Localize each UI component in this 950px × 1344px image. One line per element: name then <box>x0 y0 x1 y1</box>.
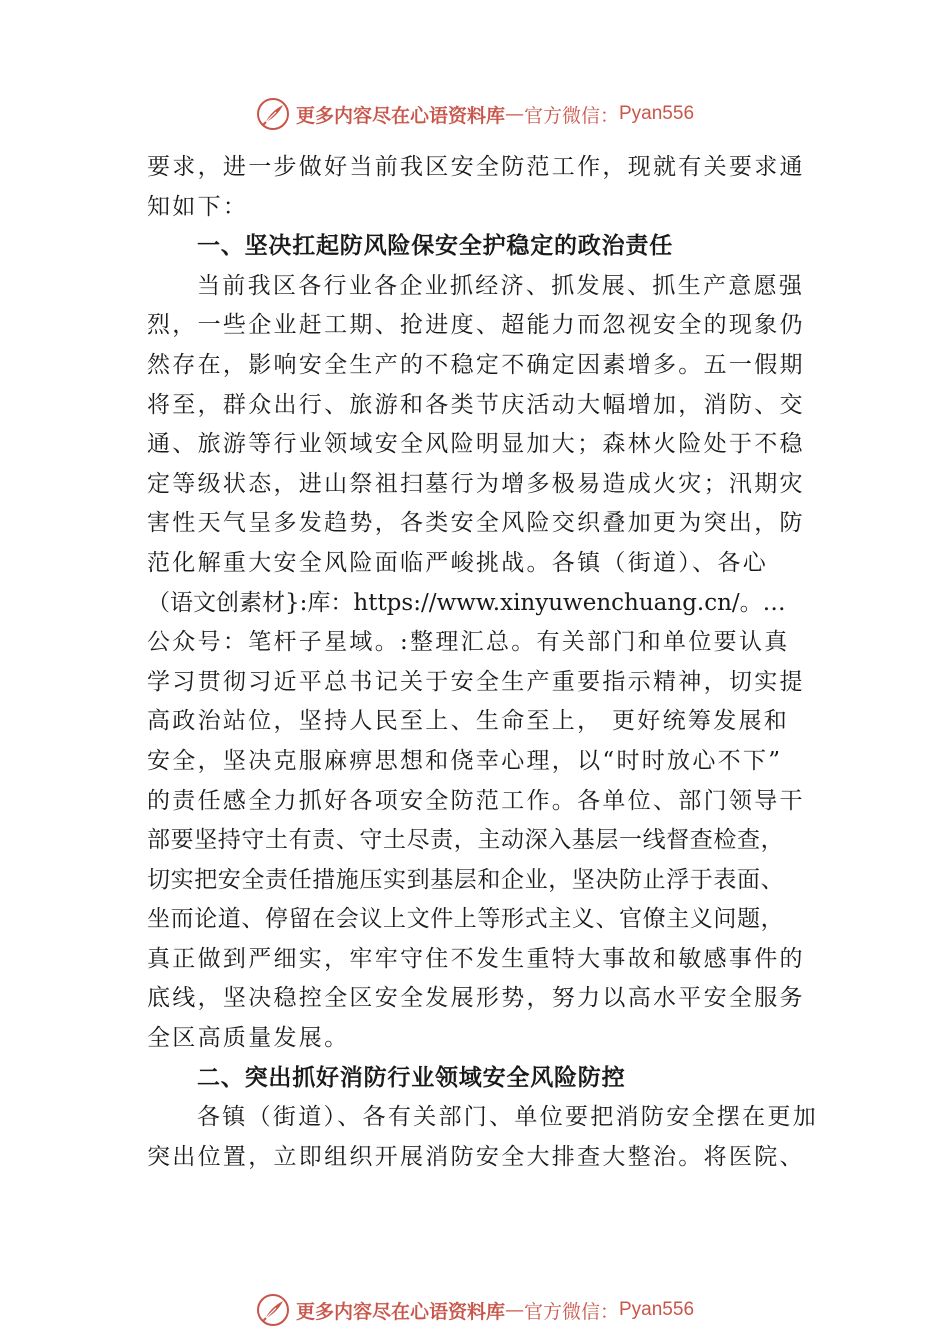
paragraph-line: 真正做到严细实，牢牢守住不发生重特大事故和敏感事件的 <box>147 945 805 972</box>
paragraph-line: 烈，一些企业赶工期、抢进度、超能力而忽视安全的现象仍 <box>147 312 805 339</box>
paragraph-line: 害性天气呈多发趋势，各类安全风险交织叠加更为突出，防 <box>147 510 805 537</box>
watermark-wechat-label: 官方微信： <box>523 1300 619 1323</box>
watermark-library-text: 更多内容尽在心语资料库 <box>295 104 505 127</box>
paragraph-line: 坐而论道、停留在会议上文件上等形式主义、官僚主义问题， <box>147 906 785 933</box>
paragraph-line: 当前我区各行业各企业抓经济、抓发展、抓生产意愿强 <box>197 272 805 299</box>
paragraph-line: 高政治站位，坚持人民至上、生命至上， 更好统筹发展和 <box>147 708 790 735</box>
paragraph-line: 定等级状态，进山祭祖扫墓行为增多极易造成火灾；汛期灾 <box>147 470 805 497</box>
paragraph-line: 底线，坚决稳控全区安全发展形势，努力以高水平安全服务 <box>147 985 805 1012</box>
watermark-separator: — <box>504 103 524 125</box>
feather-quill-icon <box>256 1293 290 1327</box>
paragraph-line: 要求，进一步做好当前我区安全防范工作，现就有关要求通 <box>147 154 805 180</box>
paragraph-line: 然存在，影响安全生产的不稳定不确定因素增多。五一假期 <box>147 351 805 378</box>
section-heading-1: 一、坚决扛起防风险保安全护稳定的政治责任 <box>197 233 673 260</box>
paragraph-line: （语文创素材}:库：https://www.xinyuwenchuang.cn/。… <box>147 589 786 616</box>
paragraph-line: 全区高质量发展。 <box>147 1025 350 1052</box>
feather-quill-icon <box>256 97 290 131</box>
watermark-wechat-label: 官方微信： <box>523 104 619 127</box>
paragraph-line: 将至，群众出行、旅游和各类节庆活动大幅增加，消防、交 <box>147 391 805 418</box>
paragraph-line: 知如下： <box>147 193 249 220</box>
footer-watermark <box>0 1288 950 1332</box>
document-body <box>147 148 817 1177</box>
paragraph-line: 通、旅游等行业领域安全风险明显加大；森林火险处于不稳 <box>147 431 805 458</box>
section-heading-2: 二、突出抓好消防行业领域安全风险防控 <box>197 1064 626 1091</box>
watermark-wechat-id: Pyan556 <box>619 103 695 124</box>
header-watermark <box>0 92 950 136</box>
watermark-separator: — <box>504 1299 524 1321</box>
paragraph-line: 切实把安全责任措施压实到基层和企业，坚决防止浮于表面、 <box>147 866 785 893</box>
paragraph-line: 各镇（街道）、各有关部门、单位要把消防安全摆在更加 <box>197 1104 818 1131</box>
watermark-library-text: 更多内容尽在心语资料库 <box>295 1300 505 1323</box>
watermark-wechat-id: Pyan556 <box>619 1299 695 1320</box>
paragraph-line: 安全，坚决克服麻痹思想和侥幸心理，以“时时放心不下” <box>147 747 783 774</box>
paragraph-line: 公众号：笔杆子星域。:整理汇总。有关部门和单位要认真 <box>147 629 790 656</box>
paragraph-line: 部要坚持守土有责、守土尽责，主动深入基层一线督查检查， <box>147 827 785 854</box>
paragraph-line: 的责任感全力抓好各项安全防范工作。各单位、部门领导干 <box>147 787 805 814</box>
paragraph-line: 学习贯彻习近平总书记关于安全生产重要指示精神，切实提 <box>147 668 805 695</box>
paragraph-line: 范化解重大安全风险面临严峻挑战。各镇（街道）、各心 <box>147 549 768 576</box>
paragraph-line: 突出位置，立即组织开展消防安全大排查大整治。将医院、 <box>147 1143 805 1170</box>
